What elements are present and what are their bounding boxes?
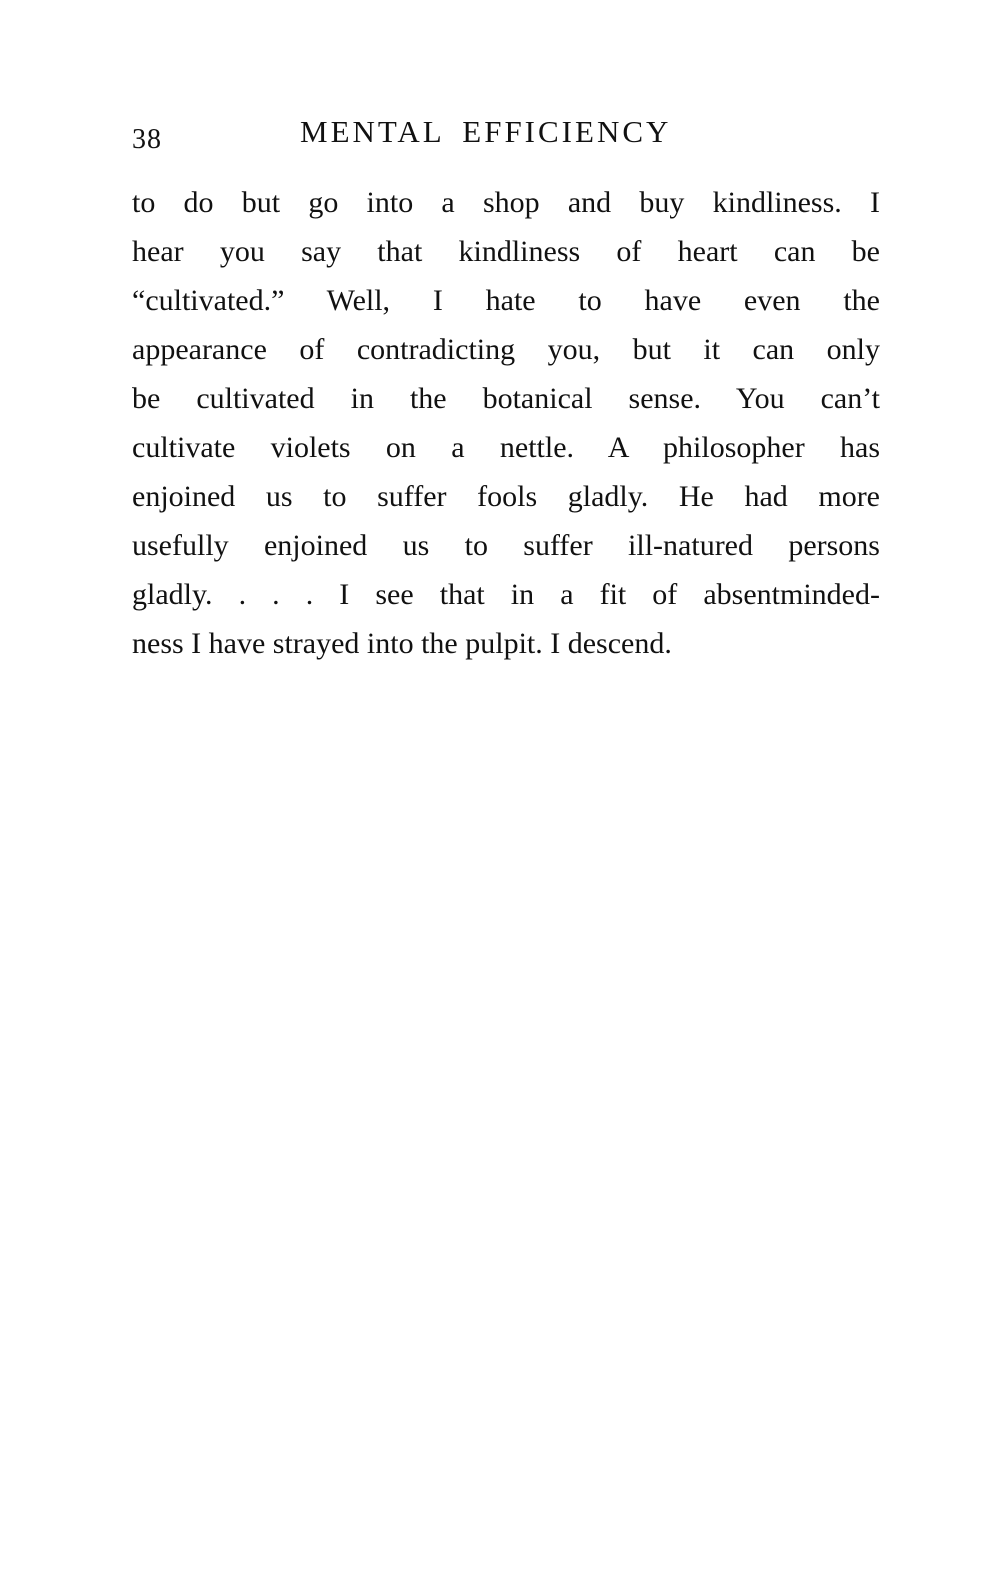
body-paragraph [132,178,880,668]
text-line: enjoined us to suffer fools gladly. He had more [132,480,880,513]
text-line: ness I have strayed into the pulpit. I descend. [132,627,672,660]
text-line: usefully enjoined us to suffer ill-natured persons [132,529,880,562]
page-number: 38 [132,124,162,155]
text-line: appearance of contradicting you, but it can only [132,333,880,366]
text-line: cultivate violets on a nettle. A philosopher has [132,431,880,464]
running-head [132,114,882,158]
text-line: gladly. . . . I see that in a fit of absentminded- [132,578,880,611]
running-title: MENTAL EFFICIENCY [300,114,672,149]
text-line: to do but go into a shop and buy kindliness. I [132,186,880,219]
text-line: be cultivated in the botanical sense. You can’t [132,382,880,415]
text-line: “cultivated.” Well, I hate to have even the [132,284,880,317]
text-line: hear you say that kindliness of heart can be [132,235,880,268]
